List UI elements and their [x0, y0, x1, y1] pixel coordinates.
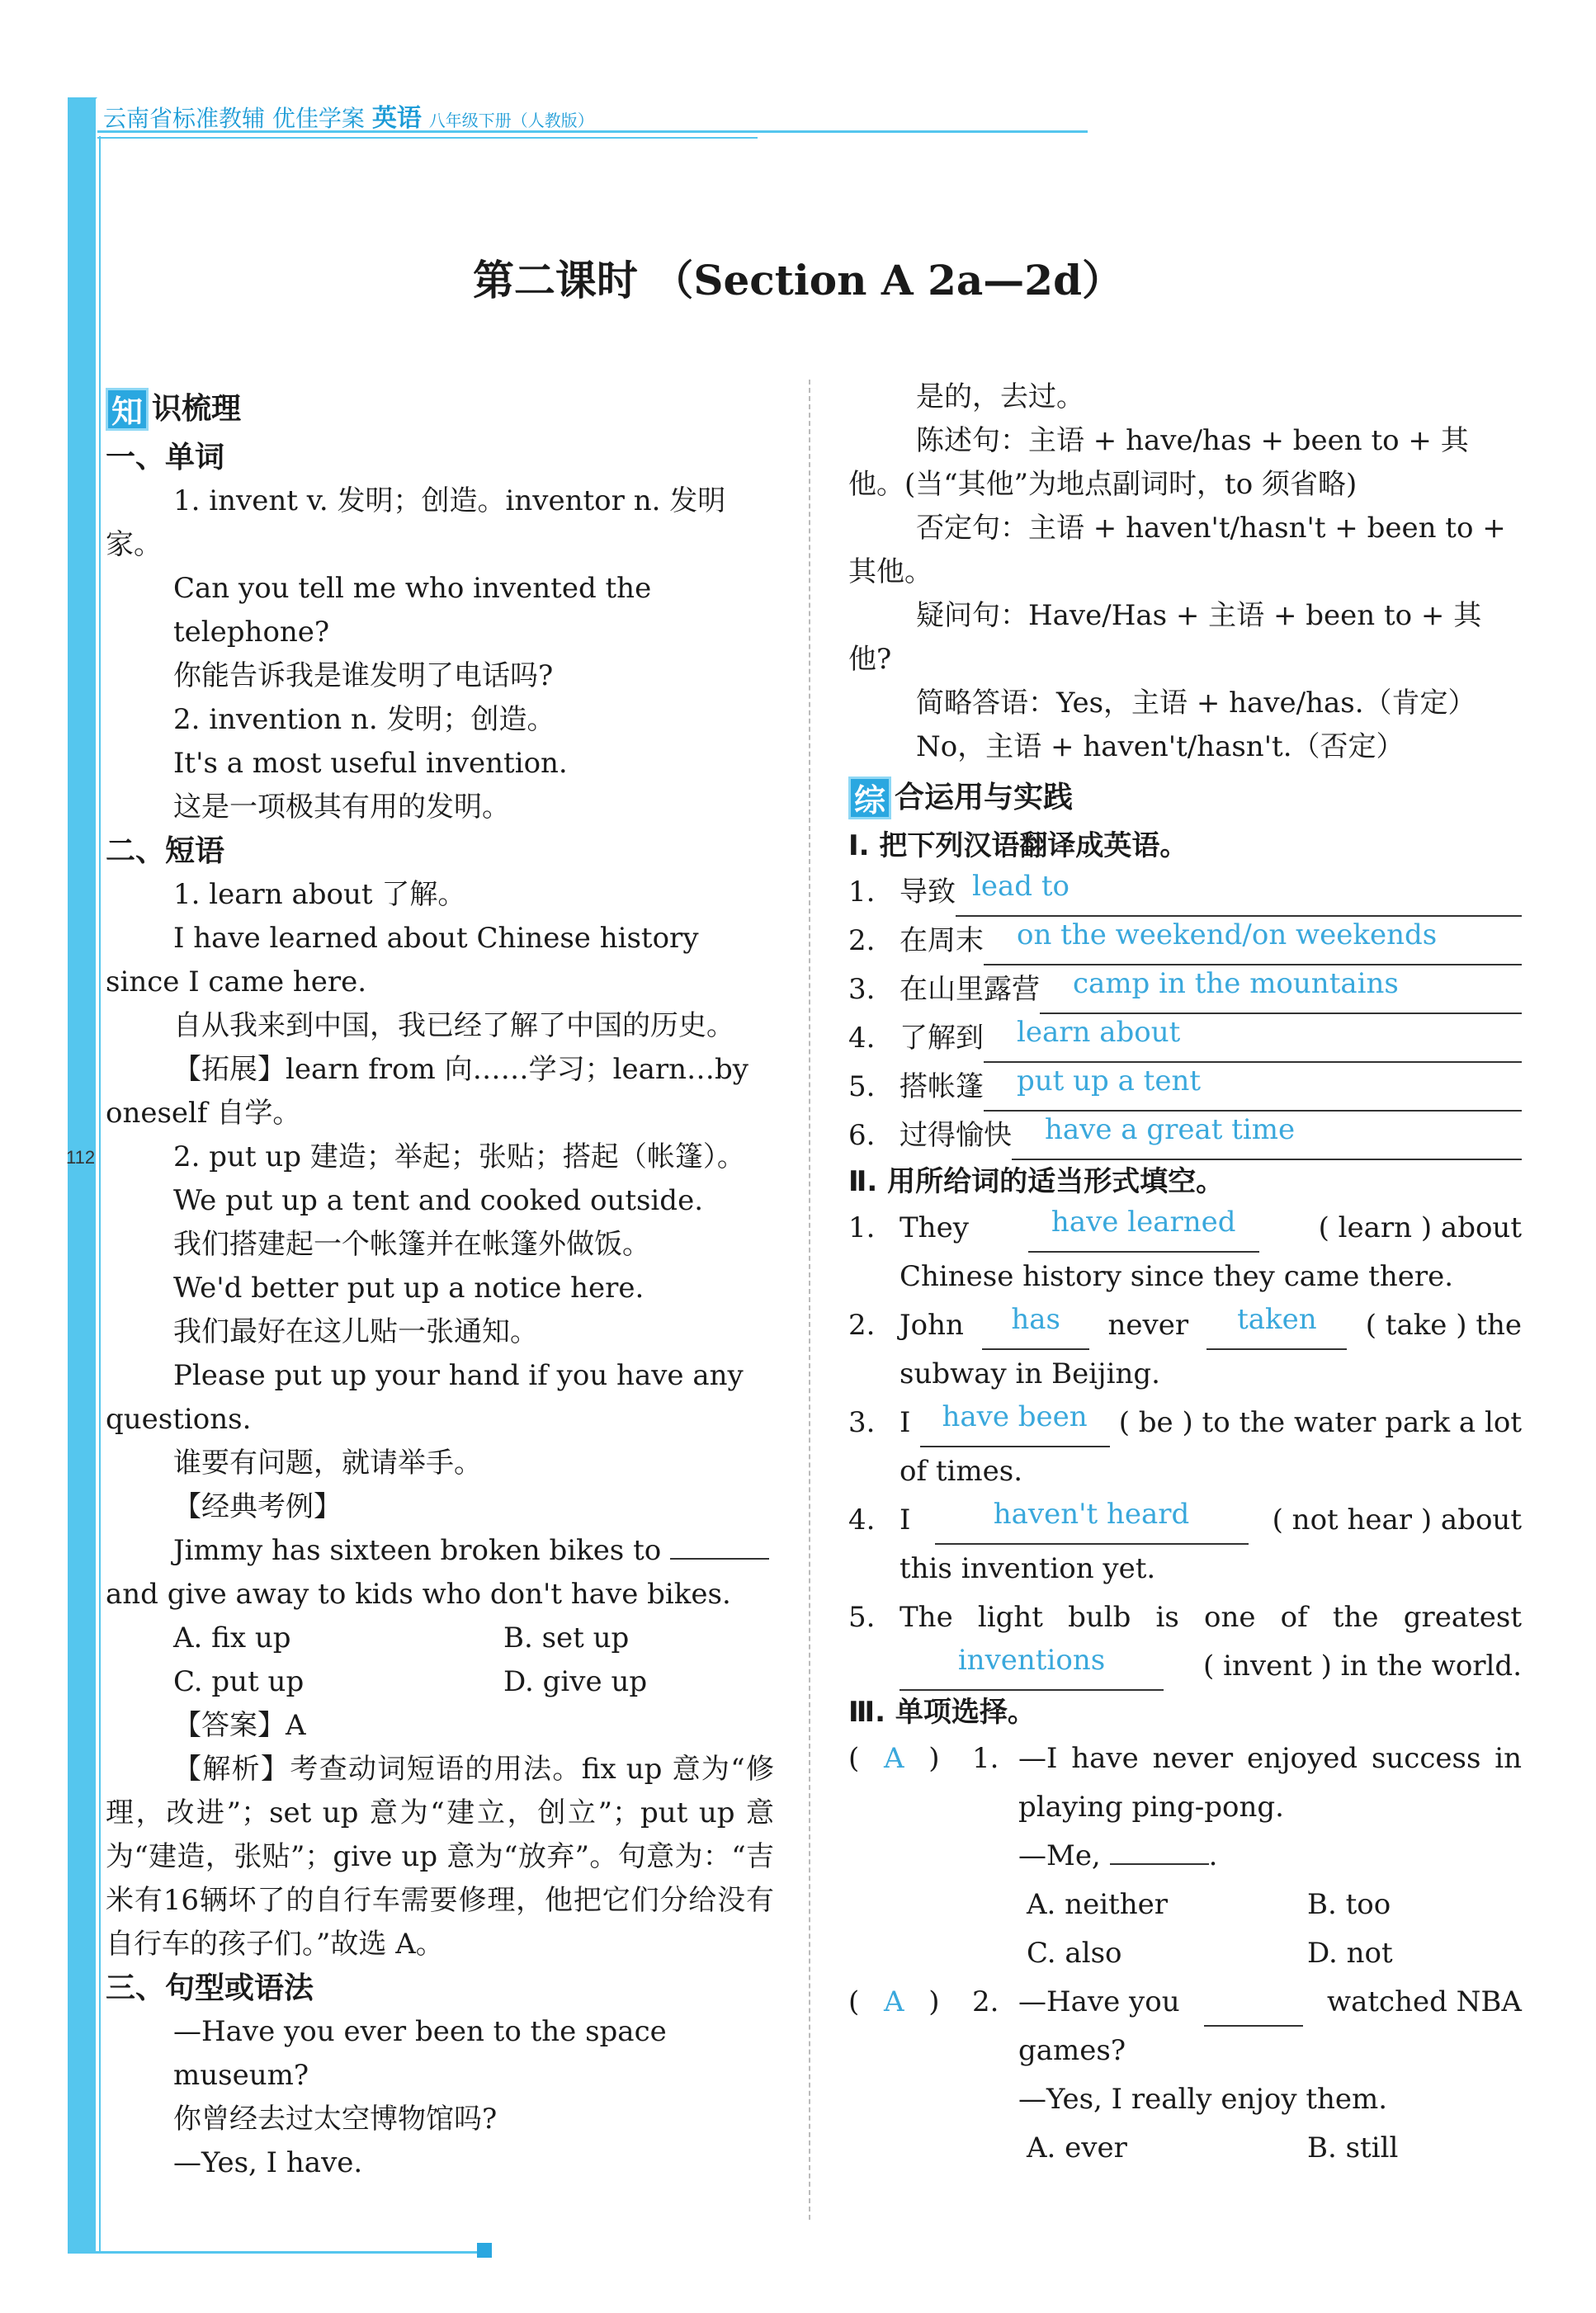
fill-line: [900, 1399, 1522, 1447]
phrase-1: 1. learn about 了解。: [173, 878, 466, 911]
phrase-2-example-2: We'd better put up a notice here.: [173, 1272, 645, 1305]
fill-text: ( be ) to the water park a lot: [1118, 1406, 1522, 1439]
word-2-example: It's a most useful invention.: [173, 747, 568, 780]
grammar-example-2: —Yes, I have.: [173, 2146, 363, 2179]
fill-text: ( learn ) about: [1318, 1211, 1522, 1244]
fill-text-cont: subway in Beijing.: [900, 1357, 1160, 1390]
item-number: 1.: [848, 876, 876, 909]
grammar-negative: 否定句：主语 + haven't/hasn't + been to + 其他。: [848, 512, 1506, 588]
item-number: 3.: [848, 1406, 876, 1439]
item-number: 4.: [848, 1022, 876, 1055]
section-words: 一、单词: [106, 441, 225, 474]
section-grammar: 三、句型或语法: [106, 1971, 314, 2005]
question-text: —Have you: [1018, 1985, 1180, 2018]
phrase-2-translation-2: 我们最好在这儿贴一张通知。: [173, 1315, 538, 1348]
item-chinese: 在周末: [900, 924, 984, 957]
phrase-2: 2. put up 建造；举起；张贴；搭起（帐篷）。: [173, 1140, 745, 1173]
header-subject: 英语: [371, 104, 422, 133]
fill-text: I: [900, 1503, 911, 1536]
answer-field[interactable]: on the weekend/on weekends: [984, 917, 1522, 965]
fill-line: [900, 1496, 1522, 1545]
item-number: 3.: [848, 973, 876, 1006]
item-number: 2.: [848, 1309, 876, 1342]
grammar-question: 疑问句：Have/Has + 主语 + been to + 其他?: [848, 599, 1482, 676]
answer-field[interactable]: haven't heard: [935, 1496, 1249, 1545]
fill-text: ( take ) the: [1365, 1309, 1522, 1342]
answer-paren: ( A ): [848, 1978, 972, 2027]
practice-badge: 综: [848, 777, 891, 819]
example-analysis: 【解析】考查动词短语的用法。fix up 意为“修理，改进”；set up 意为“建立，创立”；put up 意为“建造，张贴”；give up 意为“放弃”。句意为：“吉米有16辆坏了的自行车需要修理，他把它们分给没有自行车的孩子们。”故选 A。: [106, 1753, 774, 1961]
answer-field[interactable]: camp in the mountains: [1040, 965, 1522, 1014]
option-b[interactable]: B. still: [1307, 2131, 1399, 2164]
left-margin-bar: [68, 99, 96, 2253]
answer-field[interactable]: inventions: [900, 1642, 1164, 1691]
grammar-statement: 陈述句：主语 + have/has + been to + 其他。(当“其他”为地点副词时，to 须省略): [848, 424, 1469, 501]
fill-item-2: [848, 1301, 1522, 1350]
item-number: 1.: [972, 1742, 999, 1775]
translation-list: [848, 868, 1522, 1160]
item-chinese: 在山里露营: [900, 973, 1040, 1006]
grammar-short-answer-yes: 简略答语：Yes，主语 + have/has.（肯定）: [916, 687, 1476, 720]
item-chinese: 过得愉快: [900, 1119, 1012, 1152]
question-line: [1018, 1978, 1522, 2027]
part-1-heading: Ⅰ. 把下列汉语翻译成英语。: [848, 829, 1188, 862]
answer-field[interactable]: put up a tent: [984, 1063, 1522, 1112]
answer-field[interactable]: has: [982, 1301, 1089, 1350]
word-2-translation: 这是一项极其有用的发明。: [173, 791, 510, 824]
answer-field[interactable]: have a great time: [1012, 1112, 1522, 1160]
left-margin-line: [99, 136, 101, 2253]
question-text: playing ping-pong.: [1018, 1791, 1284, 1824]
question-text: games?: [1018, 2034, 1126, 2067]
fill-item-5: [848, 1593, 1522, 1642]
item-chinese: 导致: [900, 876, 956, 909]
fill-text: ( not hear ) about: [1272, 1503, 1522, 1536]
phrase-2-translation-3: 谁要有问题，就请举手。: [173, 1447, 482, 1480]
option-d[interactable]: D. not: [1307, 1937, 1393, 1970]
grammar-example-1: —Have you ever been to the space museum?: [173, 2015, 667, 2092]
phrase-2-example-1: We put up a tent and cooked outside.: [173, 1184, 703, 1217]
example-question-part1: Jimmy has sixteen broken bikes to: [173, 1534, 662, 1567]
example-option-d: D. give up: [503, 1665, 648, 1698]
fill-line: [900, 1301, 1522, 1350]
option-b[interactable]: B. too: [1307, 1888, 1391, 1921]
left-column: [106, 384, 774, 2185]
fill-item-4: [848, 1496, 1522, 1545]
translation-item: [848, 965, 1522, 1014]
option-c[interactable]: C. also: [1027, 1937, 1122, 1970]
choice-options-1: [848, 1881, 1522, 1978]
item-number: 5.: [848, 1601, 876, 1634]
example-option-c: C. put up: [173, 1665, 305, 1698]
header-book: 优佳学案: [272, 105, 365, 132]
item-number: 4.: [848, 1503, 876, 1536]
right-column: [848, 375, 1522, 2173]
question-reply: —Me, .: [1018, 1839, 1218, 1872]
answer-field[interactable]: have been: [920, 1399, 1110, 1447]
question-blank[interactable]: [1110, 1863, 1209, 1865]
question-blank[interactable]: [1204, 1978, 1303, 2027]
question-text: —Yes, I really enjoy them.: [1018, 2083, 1388, 2116]
fill-list: [848, 1204, 1522, 1691]
practice-heading: [848, 776, 1522, 819]
practice-title: 合运用与实践: [895, 781, 1074, 814]
header-grade: 八年级下册（人教版）: [428, 111, 594, 130]
phrase-1-extension: 【拓展】learn from 向……学习；learn…by oneself 自学。: [106, 1053, 748, 1130]
example-answer: 【答案】A: [173, 1709, 306, 1742]
fill-text: The light bulb is one of the greatest: [900, 1601, 1522, 1634]
fill-text-cont: this invention yet.: [900, 1552, 1156, 1585]
grammar-short-answer-no: No，主语 + haven't/hasn't.（否定）: [916, 730, 1405, 763]
question-text: —I have never enjoyed success in: [1018, 1742, 1522, 1775]
example-blank[interactable]: [670, 1558, 769, 1560]
fill-line-cont: [848, 1642, 1522, 1691]
footer-rule: [68, 2251, 480, 2254]
choice-item-2: [848, 1978, 1522, 2027]
choice-options-2: [848, 2124, 1522, 2173]
item-number: 5.: [848, 1070, 876, 1103]
example-option-a: A. fix up: [173, 1621, 291, 1655]
word-2: 2. invention n. 发明；创造。: [173, 703, 555, 736]
translation-item: [848, 917, 1522, 965]
fill-text-cont: Chinese history since they came there.: [900, 1260, 1454, 1293]
choice-item-1: [848, 1735, 1522, 1783]
choice-answer[interactable]: A: [883, 1742, 904, 1775]
grammar-continuation: 是的，去过。: [916, 380, 1084, 413]
part-3-heading: Ⅲ. 单项选择。: [848, 1696, 1036, 1729]
option-a[interactable]: A. neither: [1027, 1888, 1168, 1921]
item-number: 2.: [972, 1985, 999, 2018]
example-question-part2: and give away to kids who don't have bikes.: [106, 1578, 731, 1611]
item-chinese: 了解到: [900, 1022, 984, 1055]
item-chinese: 搭帐篷: [900, 1070, 984, 1103]
phrase-2-translation-1: 我们搭建起一个帐篷并在帐篷外做饭。: [173, 1228, 650, 1261]
answer-field[interactable]: learn about: [984, 1014, 1522, 1063]
grammar-translation-1: 你曾经去过太空博物馆吗?: [173, 2103, 498, 2136]
word-1-example: Can you tell me who invented the telephone?: [173, 572, 652, 649]
part-2-heading: Ⅱ. 用所给词的适当形式填空。: [848, 1165, 1225, 1198]
fill-text: John: [900, 1309, 964, 1342]
fill-text: never: [1107, 1309, 1189, 1342]
section-phrases: 二、短语: [106, 834, 225, 868]
question-text: watched NBA: [1327, 1985, 1522, 2018]
example-options: [106, 1617, 774, 1704]
knowledge-title: 识梳理: [152, 392, 242, 426]
fill-line: [900, 1204, 1522, 1253]
answer-field[interactable]: have learned: [1028, 1204, 1259, 1253]
fill-text: I: [900, 1406, 911, 1439]
translation-item: [848, 1112, 1522, 1160]
item-number: 6.: [848, 1119, 876, 1152]
phrase-2-example-3: Please put up your hand if you have any questions.: [106, 1359, 744, 1436]
knowledge-badge: 知: [106, 388, 149, 431]
answer-paren: ( A ): [848, 1735, 972, 1783]
phrase-1-translation: 自从我来到中国，我已经了解了中国的历史。: [173, 1009, 734, 1042]
option-a[interactable]: A. ever: [1027, 2131, 1127, 2164]
word-1: 1. invent v. 发明；创造。inventor n. 发明家。: [106, 484, 726, 561]
phrase-1-example: I have learned about Chinese history since I came here.: [106, 922, 699, 998]
knowledge-heading: [106, 387, 774, 431]
fill-text: ( invent ) in the world.: [1203, 1650, 1522, 1683]
choice-answer[interactable]: A: [883, 1985, 904, 2018]
page-number: 112: [66, 1147, 96, 1168]
fill-item-3: [848, 1399, 1522, 1447]
question-text: —Me,: [1018, 1839, 1101, 1872]
answer-field[interactable]: taken: [1206, 1301, 1347, 1350]
answer-field[interactable]: lead to: [956, 868, 1522, 917]
column-divider: [809, 380, 810, 2220]
fill-item-1: [848, 1204, 1522, 1253]
example-tag: 【经典考例】: [173, 1490, 342, 1523]
translation-item: [848, 868, 1522, 917]
fill-text: They: [900, 1211, 969, 1244]
footer-square: [477, 2243, 492, 2258]
item-number: 2.: [848, 924, 876, 957]
fill-text-cont: of times.: [900, 1455, 1023, 1488]
example-question: [106, 1529, 774, 1617]
translation-item: [848, 1014, 1522, 1063]
choice-list: [848, 1735, 1522, 2173]
translation-item: [848, 1063, 1522, 1112]
item-number: 1.: [848, 1211, 876, 1244]
running-header: [103, 97, 594, 134]
header-rule-thin: [97, 137, 758, 139]
header-series: 云南省标准教辅: [103, 105, 266, 132]
page-title: 第二课时 （Section A 2a—2d）: [472, 256, 1124, 304]
example-option-b: B. set up: [503, 1621, 630, 1655]
word-1-translation: 你能告诉我是谁发明了电话吗?: [173, 659, 554, 692]
